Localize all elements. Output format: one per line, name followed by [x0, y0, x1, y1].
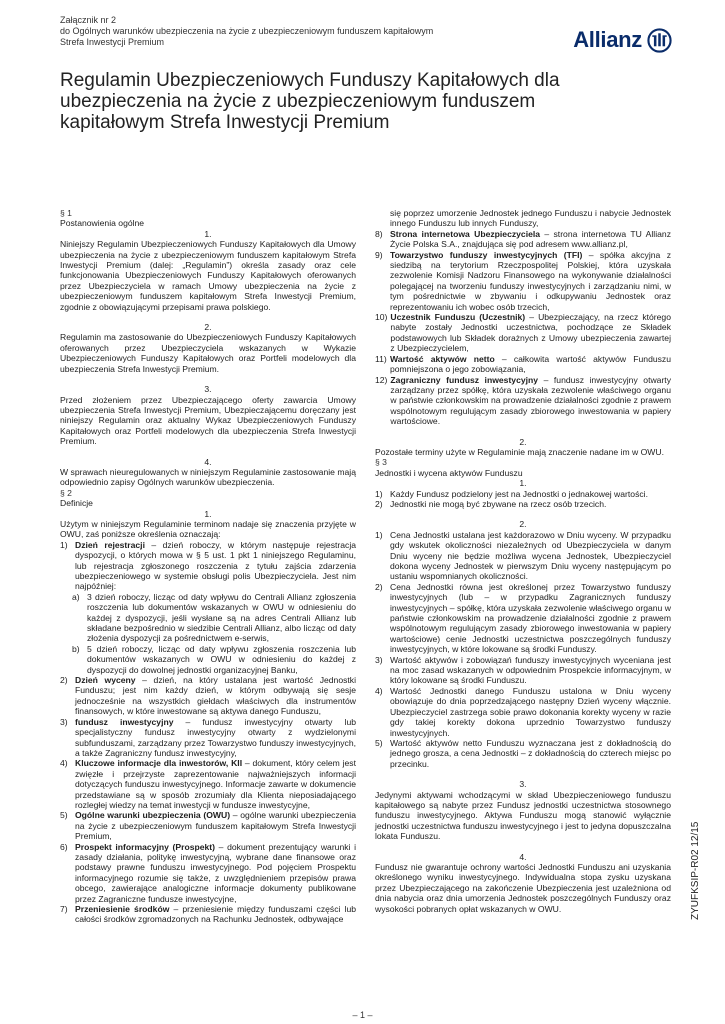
- left-column: [60, 208, 356, 925]
- definition-term: Zagraniczny fundusz inwestycyjny: [390, 374, 539, 385]
- section-2-name: Definicje: [60, 498, 93, 509]
- page-number: – 1 –: [352, 1010, 373, 1020]
- definition-term: fundusz inwestycyjny: [75, 716, 174, 727]
- item-text: Cena Jednostki ustalana jest każdorazowo w Dniu wyceny. W przypadku gdy wskutek okoliczności niezależnych od Ubezpieczyciela w danym Dniu wyceny nie będzie możliwa wycena Jednostek, Ubezpieczyciel dokona wyceny Jednostek w pierwszym Dniu wyceny następującym po ustaniu wspomnianych okoliczności.: [390, 529, 671, 582]
- s3-para-2-number: 2.: [519, 519, 527, 530]
- definition-number: 10): [375, 312, 388, 323]
- s2-intro: Użytym w niniejszym Regulaminie terminom nadaje się znaczenia przyjęte w OWU, zaś poniższe określenia oznaczają:: [60, 518, 356, 540]
- definition-number: 3): [60, 716, 68, 727]
- s1-para-1: Niniejszy Regulamin Ubezpieczeniowych Funduszy Kapitałowych dla Umowy ubezpieczenia na życie z ubezpieczeniowym funduszem kapitałowym Strefa Inwestycji Premium (dalej: „Regulamin”) określa zasady oraz cele funkcjonowania Ubezpieczeniowych Funduszy Kapitałowych oferowanych przez Ubezpieczyciela w ramach Umowy ubezpieczenia na życie z ubezpieczeniowym funduszem kapitałowym Strefa Inwestycji Premium, zgodnie z obowiązującymi przepisami prawa polskiego.: [60, 239, 356, 312]
- item-text: Cena Jednostki równa jest określonej przez Towarzystwo funduszy inwestycyjnych (lub – w przypadku Zagranicznych funduszy inwestycyjnych – spółkę, która uzyskała zezwolenie właściwego organu w państwie członkowskim na prowadzenie działalności zgodnie z prawem wspólnotowym regulującym zasady zbiorowego inwestowania w papiery wartościowe) cenie Jednostki uczestnictwa poszczególnych funduszy inwestycyjnych, w które lokowane są środki Funduszy.: [390, 581, 671, 655]
- s3-para-4: Fundusz nie gwarantuje ochrony wartości Jednostki Funduszu ani uzyskania określonego wyniku inwestycyjnego. Indywidualna stopa zysku uzyskana przez Ubezpieczającego na zakończenie Ubezpieczenia jest uzależniona od dnia nabycia oraz dnia umorzenia Jednostek poszczególnych Funduszy oraz wysokości pobranych opłat wskazanych w OWU.: [375, 861, 671, 914]
- list-item: [375, 738, 671, 769]
- item-number: 2): [375, 498, 383, 509]
- item-text: Każdy Fundusz podzielony jest na Jednostki o jednakowej wartości.: [390, 488, 648, 499]
- s1-para-3-number: 3.: [204, 384, 212, 395]
- section-1-name: Postanowienia ogólne: [60, 218, 145, 229]
- definition-term: Dzień rejestracji: [75, 539, 145, 550]
- section-3-number: § 3: [375, 457, 387, 468]
- definition-item: [375, 375, 671, 427]
- header-line-3: Strefa Inwestycji Premium: [60, 37, 165, 47]
- definition-text: – ogólne warunki ubezpieczenia na życie z ubezpieczeniowym funduszem kapitałowym Strefa Inwestycji Premium,: [75, 810, 356, 842]
- definition-item: [60, 904, 356, 925]
- list-item: [375, 530, 671, 582]
- section-1-number: § 1: [60, 208, 72, 218]
- s3-para-1-number: 1.: [519, 478, 527, 489]
- definition-term: Przeniesienie środków: [75, 904, 170, 914]
- item-text: Wartość aktywów netto Funduszu wyznaczana jest z dokładnością do jednego grosza, a cena Jednostki – z dokładnością do czterech miejsc po przecinku.: [390, 737, 671, 769]
- definition-item: [60, 842, 356, 904]
- definition-item: [60, 810, 356, 841]
- subitem-letter: b): [72, 643, 80, 654]
- item-number: 1): [375, 488, 383, 499]
- s1-para-1-number: 1.: [204, 228, 212, 239]
- definition-term: Wartość aktywów netto: [390, 353, 495, 364]
- definition-term: Ogólne warunki ubezpieczenia (OWU): [75, 810, 231, 821]
- list-item: [375, 489, 671, 499]
- item-text: Wartość aktywów i zobowiązań funduszy inwestycyjnych wyceniana jest na moc zasad wskazanych w odpowiednim Prospekcie informacyjnym, w który lokowane są środki Funduszu.: [390, 654, 671, 686]
- definition-term: Towarzystwo funduszy inwestycyjnych (TFI): [390, 249, 583, 260]
- definition-text: – dokument, który celem jest zwięzłe i przejrzyste zaprezentowanie najważniejszych informacji dotyczących funduszu inwestycyjnego. Informacje zawarte w dokumencie przedstawiane są w sposób zrozumiały dla Klienta nieposiadającego rozległej wiedzy na temat inwestycji w fundusze inwestycyjne,: [75, 758, 356, 810]
- definition-term: Uczestnik Funduszu (Uczestnik): [390, 312, 526, 323]
- definition-text: – dokument prezentujący warunki i zasady działania, politykę inwestycyjną, wybrane dane finansowe oraz podstawy prawne funduszu inwestycyjnego. Pod pojęciem Prospektu informacyjnego rozumie się także, z uwzględnieniem przepisów prawa obcego, zawierające analogiczne informacje dokumenty publikowane przez Zagraniczne fundusze inwestycyjne,: [75, 841, 356, 904]
- item-number: 3): [375, 654, 383, 665]
- definition-item: [60, 675, 356, 717]
- definition-continuation: [375, 208, 671, 229]
- list-item: [375, 582, 671, 655]
- definition-number: 7): [60, 904, 68, 914]
- definition-text: – spółka akcyjna z siedzibą na terytorium Rzeczpospolitej Polskiej, która uzyskała zezwolenie Komisji Nadzoru Finansowego na wykonywanie działalności polegającej na tworzeniu funduszy inwestycyjnych i zarządzaniu nimi, w tym pośrednictwie w zbywaniu i odkupywaniu Jednostek oraz reprezentowaniu ich wobec osób trzecich,: [390, 249, 671, 312]
- s2-para-2: Pozostałe terminy użyte w Regulaminie mają znaczenie nadane im w OWU.: [375, 446, 664, 457]
- definition-text: – Ubezpieczający, na rzecz którego nabyte zostały Jednostki uczestnictwa, pochodzące ze Składek podstawowych lub Składek dorażnych z Umowy ubezpieczenia zawartej z Ubezpieczycielem,: [390, 312, 671, 354]
- list-item: [375, 655, 671, 686]
- s3-para-4-number: 4.: [519, 851, 527, 862]
- section-2-number: § 2: [60, 487, 72, 498]
- item-number: 2): [375, 581, 383, 592]
- definition-text: – fundusz inwestycyjny otwarty lub specjalistyczny fundusz inwestycyjny otwarty z wydzielonymi subfunduszami, zarządzany przez Towarzystwo funduszy inwestycyjnych, a także Zagraniczny fundusz inwestycyjny,: [75, 716, 356, 758]
- definition-term: Dzień wyceny: [75, 675, 136, 686]
- definition-number: 8): [375, 228, 383, 239]
- definition-item: [60, 758, 356, 810]
- definition-item: [60, 717, 356, 759]
- definition-item: [375, 354, 671, 375]
- s2-para-1-number: 1.: [204, 508, 212, 519]
- section-3-name: Jednostki i wycena aktywów Funduszu: [375, 467, 523, 478]
- definition-item: [375, 229, 671, 250]
- definition-text: – całkowita wartość aktywów Funduszu pomniejszona o jego zobowiązania,: [390, 353, 671, 375]
- document-code: ZYUFKSIP-R02 12/15: [690, 821, 701, 920]
- s1-para-3: Przed złożeniem przez Ubezpieczającego oferty zawarcia Umowy ubezpieczenia Strefa Inwestycji Premium, Ubezpieczającemu doręczany jest niniejszy Regulamin oraz aktualny Wykaz Ubezpieczeniowych Funduszy Kapitałowych oraz Portfeli modelowych dla ubezpieczenia Strefa Inwestycji Premium.: [60, 394, 356, 447]
- logo-text: Allianz: [573, 27, 642, 52]
- s1-para-2-number: 2.: [204, 322, 212, 333]
- right-column: [375, 208, 671, 914]
- definition-text: – fundusz inwestycyjny otwarty zarządzany przez spółkę, która uzyskała zezwolenie właściwego organu w państwie członkowskim na prowadzenie działalności zgodnie z prawem wspólnotowym regulującym zasady zbiorowego inwestowania w papiery wartościowe.: [390, 374, 671, 427]
- definition-number: 4): [60, 758, 68, 769]
- allianz-logo: [573, 27, 672, 53]
- definition-text: się poprzez umorzenie Jednostek jednego Funduszu i nabycie Jednostek innego Funduszu lub innych Funduszy,: [390, 208, 671, 229]
- definition-term: Kluczowe informacje dla inwestorów, KII: [75, 758, 243, 769]
- header-line-2: do Ogólnych warunków ubezpieczenia na życie z ubezpieczeniowym funduszem kapitałowym: [60, 26, 434, 36]
- item-text: Wartość Jednostki danego Funduszu ustalona w Dniu wyceny obowiązuje do dnia poprzedzającego następny Dzień wyceny włącznie. Ubezpieczyciel zastrzega sobie prawo dokonania korekty wyceny w razie gdy takiej korekty dokona uprzednio Towarzystwo funduszy inwestycyjnych.: [390, 685, 671, 738]
- s3-para-3-number: 3.: [519, 779, 527, 790]
- list-item: [375, 686, 671, 738]
- definition-text: – dzień, na który ustalana jest wartość Jednostki Funduszu; jest nim każdy dzień, w którym odbywają się sesje jednocześnie na wszystkich giełdach właściwych dla instrumentów finansowych, w które inwestowane są aktywa danego Funduszu,: [75, 675, 357, 717]
- item-number: 4): [375, 685, 383, 696]
- definition-text: – dzień roboczy, w którym następuje rejestracja dyspozycji, o których mowa w § 5 ust. 1 pkt 1 niniejszego Regulaminu, lub rejestracja zgłoszonego roszczenia z tytułu zajścia zdarzenia ubezpieczeniowego w systemie obsługi polis Ubezpieczyciela. Jest nim najpóźniej:: [75, 539, 357, 592]
- definition-number: 1): [60, 539, 68, 550]
- page-title: Regulamin Ubezpieczeniowych Funduszy Kapitałowych dla ubezpieczenia na życie z ubezpieczeniowym funduszem kapitałowym Strefa Inwestycji Premium: [60, 70, 560, 133]
- definition-number: 6): [60, 841, 68, 852]
- subitem-text: 3 dzień roboczy, licząc od daty wpływu do Centrali Allianz zgłoszenia roszczenia lub dokumentów wskazanych w OWU w odniesieniu do każdej z dyspozycji, jeśli wysłane są na adres Centrali Allianz lub składane bezpośrednio w siedzibie Centrali Allianz, albo licząc od daty złożenia dyspozycji za pośrednictwem e-serwis,: [87, 591, 356, 644]
- subitem-text: 5 dzień roboczy, licząc od daty wpływu zgłoszenia roszczenia lub dokumentów wskazanych w OWU w odniesieniu do każdej z dyspozycji do dowolnej jednostki organizacyjnej Banku,: [87, 643, 356, 675]
- s1-para-4-number: 4.: [204, 456, 212, 467]
- definition-number: 9): [375, 249, 383, 260]
- definition-item: [375, 312, 671, 354]
- s3-para-3: Jedynymi aktywami wchodzącymi w skład Ubezpieczeniowego funduszu kapitałowego są nabyte przez Fundusz jednostki uczestnictwa stosownego funduszu inwestycyjnego. Aktywa Funduszu mogą stanowić wyłącznie jednostki uczestnictwa funduszu inwestycyjnego i jest to jedyna dopuszczalna lokata Funduszu.: [375, 789, 671, 842]
- definition-subitem: [72, 592, 356, 644]
- item-text: Jednostki nie mogą być zbywane na rzecz osób trzecich.: [390, 498, 607, 509]
- definition-number: 12): [375, 374, 388, 385]
- item-number: 5): [375, 737, 383, 748]
- s1-para-2: Regulamin ma zastosowanie do Ubezpieczeniowych Funduszy Kapitałowych oferowanych przez Ubezpieczyciela wskazanych w Wykazie Ubezpieczeniowych Funduszy Kapitałowych oraz Portfeli modelowych dla ubezpieczenia Strefa Inwestycji Premium.: [60, 332, 356, 374]
- definition-number: 5): [60, 810, 68, 821]
- definition-term: Strona internetowa Ubezpieczyciela: [390, 228, 541, 239]
- definition-number: 11): [375, 353, 387, 364]
- list-item: [375, 499, 671, 509]
- definition-subitem: [72, 644, 356, 675]
- definition-number: 2): [60, 675, 68, 686]
- definition-term: Prospekt informacyjny (Prospekt): [75, 841, 216, 852]
- definition-text: – przeniesienie między funduszami części lub całości środków zgromadzonych na Rachunku Jednostek, odbywające: [75, 904, 356, 925]
- s1-para-4: W sprawach nieuregulowanych w niniejszym Regulaminie zastosowanie mają odpowiednio zapisy Ogólnych warunków ubezpieczenia.: [60, 466, 356, 488]
- definition-text: – strona internetowa TU Allianz Życie Polska S.A., znajdująca się pod adresem www.allianz.pl,: [390, 228, 671, 250]
- definition-item: [60, 540, 356, 592]
- document-header: [60, 15, 433, 48]
- subitem-letter: a): [72, 591, 80, 602]
- item-number: 1): [375, 529, 383, 540]
- definition-item: [375, 250, 671, 312]
- s2-para-2-number: 2.: [519, 436, 527, 447]
- header-line-1: Załącznik nr 2: [60, 15, 117, 25]
- allianz-eagle-icon: [647, 28, 672, 53]
